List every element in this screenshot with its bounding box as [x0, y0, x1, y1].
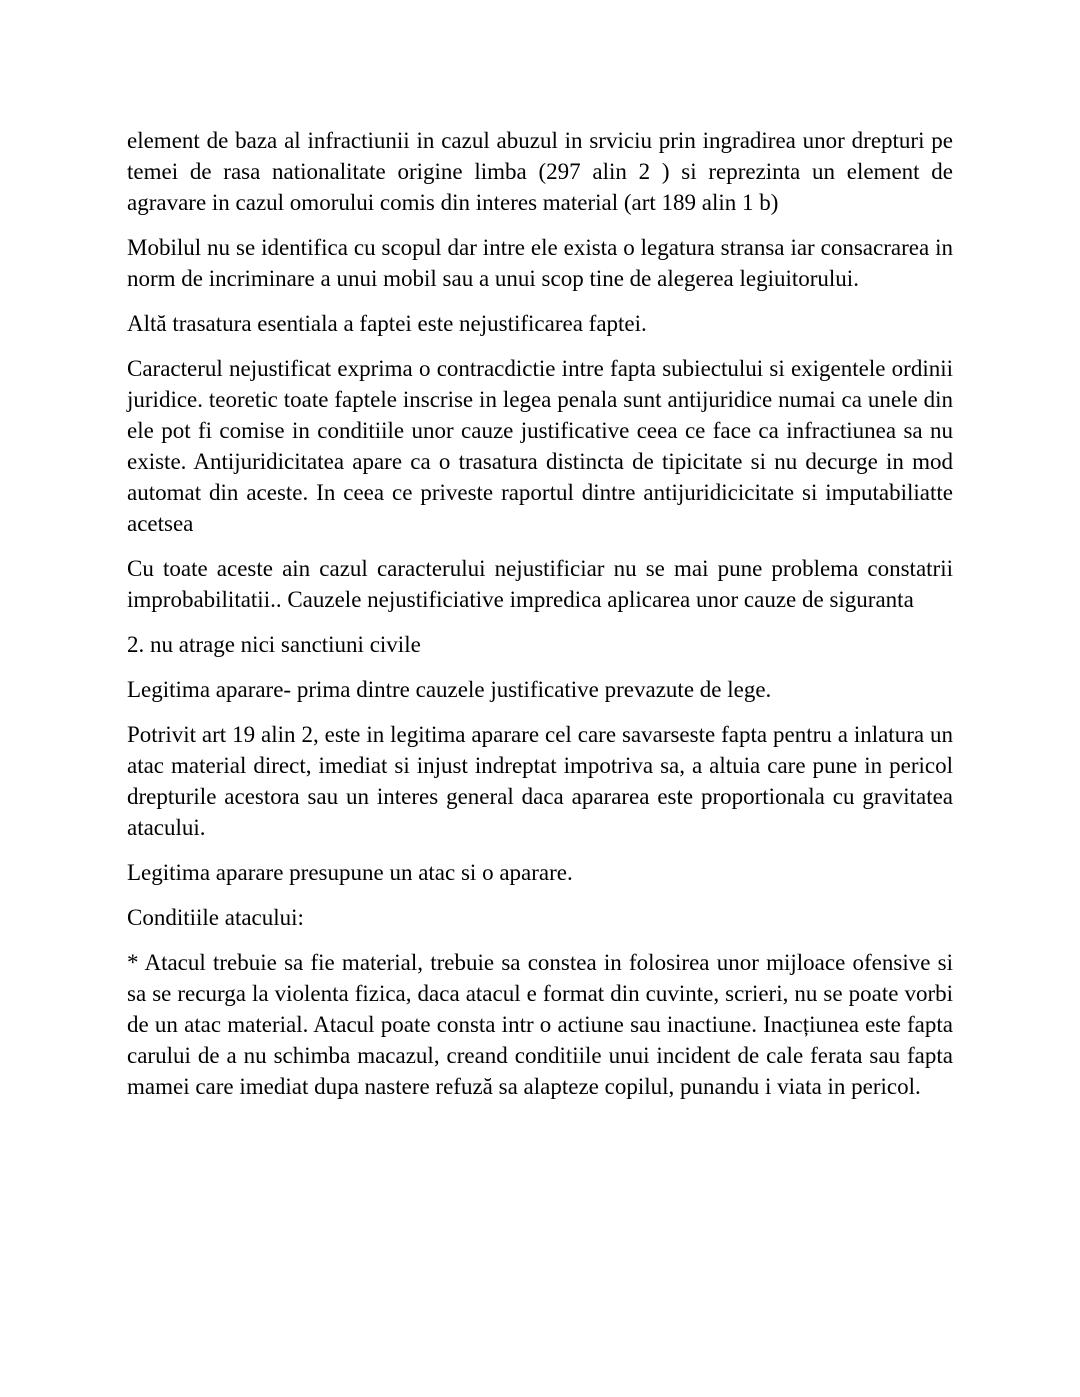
paragraph-conditiile-atacului: Conditiile atacului:: [127, 905, 304, 930]
paragraph-mobil-scop: Mobilul nu se identifica cu scopul dar intre ele exista o legatura stransa iar consacrarea in norm de incriminare a unui mobil sau a unui scop tine de alegerea legiuitorului.: [127, 235, 953, 291]
paragraph-sanctiuni-civile: 2. nu atrage nici sanctiuni civile: [127, 632, 421, 657]
paragraph-art-19: Potrivit art 19 alin 2, este in legitima aparare cel care savarseste fapta pentru a inlatura un atac material direct, imediat si injust indreptat impotriva sa, a altuia care pune in pericol drepturile acestora sau un interes general daca apararea este proportionala cu gravitatea atacului.: [127, 722, 953, 840]
paragraph-legitima-aparare-heading: Legitima aparare- prima dintre cauzele justificative prevazute de lege.: [127, 677, 772, 702]
paragraph-nejustificare: Altă trasatura esentiala a faptei este nejustificarea faptei.: [127, 311, 647, 336]
paragraph-cauze-nejustificative: Cu toate aceste ain cazul caracterului nejustificiar nu se mai pune problema constatrii improbabilitatii.. Cauzele nejustificiative impredica aplicarea unor cauze de siguranta: [127, 556, 953, 612]
paragraph-atac-material: * Atacul trebuie sa fie material, trebuie sa constea in folosirea unor mijloace ofensive si sa se recurga la violenta fizica, daca atacul e format din cuvinte, scrieri, nu se poate vorbi de un atac material. Atacul poate consta intr o actiune sau inactiune. Inacțiunea este fapta carului de a nu schimba macazul, creand conditiile unui incident de cale ferata sau fapta mamei care imediat dupa nastere refuză sa alapteze copilul, punandu i viata in pericol.: [127, 950, 953, 1099]
paragraph-mobil-element: element de baza al infractiunii in cazul abuzul in srviciu prin ingradirea unor drepturi pe temei de rasa nationalitate origine limba (297 alin 2 ) si reprezinta un element de agravare in cazul omorului comis din interes material (art 189 alin 1 b): [127, 128, 953, 215]
document-page: [127, 125, 953, 1116]
paragraph-caracter-nejustificat: Caracterul nejustificat exprima o contracdictie intre fapta subiectului si exigentele ordinii juridice. teoretic toate faptele inscrise in legea penala sunt antijuridice numai ca unele din ele pot fi comise in conditiile unor cauze justificative ceea ce face ca infractiunea sa nu existe. Antijuridicitatea apare ca o trasatura distincta de tipicitate si nu decurge in mod automat din aceste. In ceea ce priveste raportul dintre antijuridicicitate si imputabiliatte acetsea: [127, 356, 953, 536]
paragraph-atac-aparare: Legitima aparare presupune un atac si o aparare.: [127, 860, 573, 885]
